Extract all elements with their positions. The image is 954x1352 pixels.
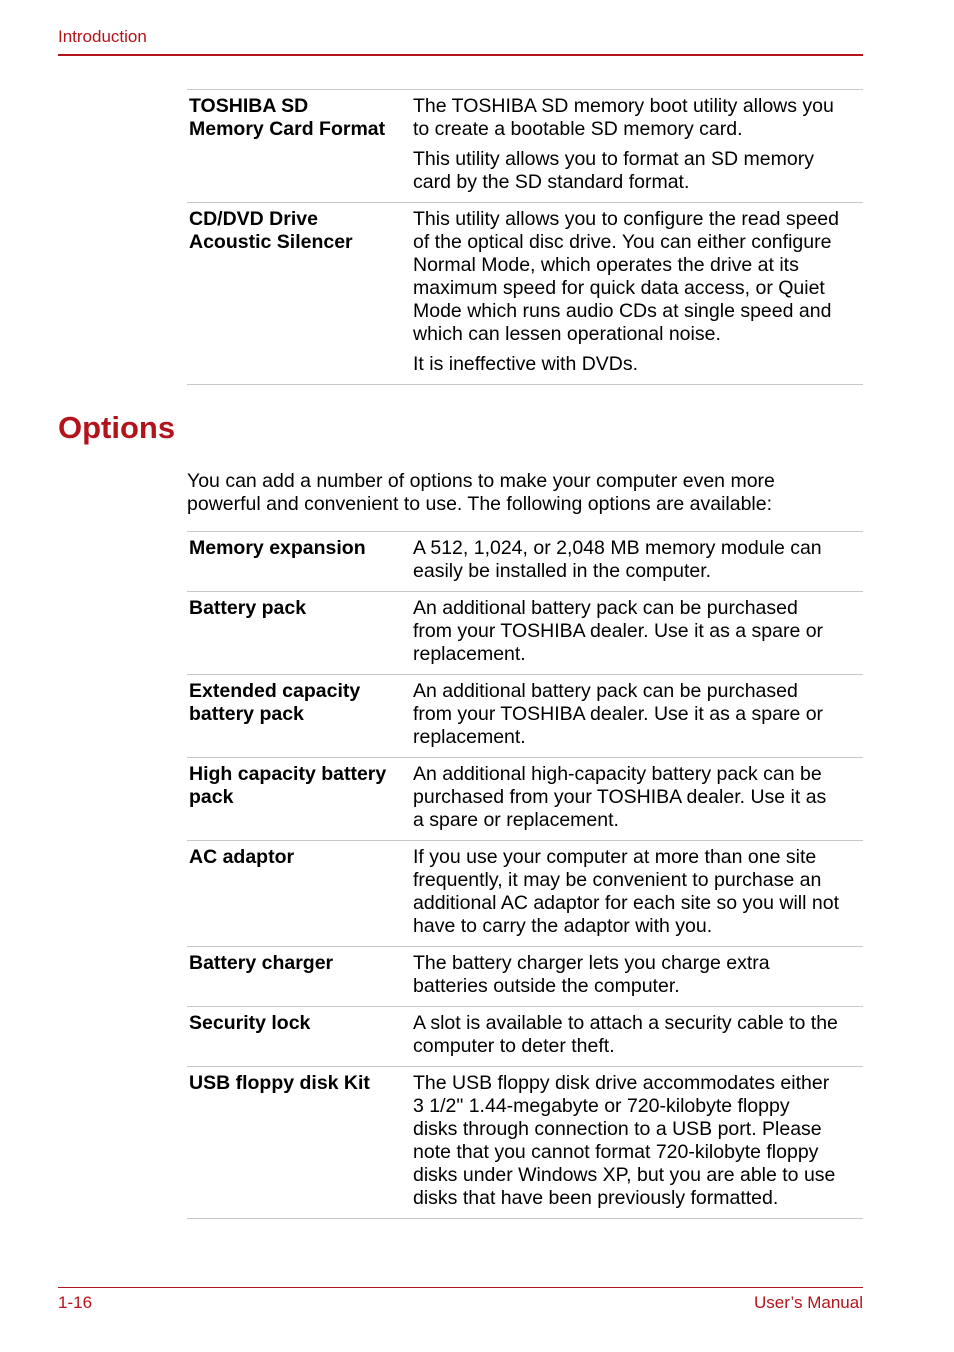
text-line: powerful and convenient to use. The following options are available:	[187, 493, 773, 515]
text-line: Acoustic Silencer	[189, 231, 353, 253]
description-cell	[410, 1007, 863, 1067]
description-cell	[410, 203, 863, 385]
text-line: battery pack	[189, 703, 304, 725]
table-row	[187, 758, 863, 841]
running-header: Introduction	[58, 27, 147, 46]
text-line: have to carry the adaptor with you.	[413, 915, 713, 937]
description-paragraph	[413, 597, 861, 666]
text-line: An additional high-capacity battery pack can be	[413, 763, 822, 785]
text-line: 3 1/2" 1.44-megabyte or 720-kilobyte floppy	[413, 1095, 790, 1117]
text-line: purchased from your TOSHIBA dealer. Use it as	[413, 786, 827, 808]
description-cell	[410, 841, 863, 947]
page-number: 1-16	[58, 1293, 93, 1312]
text-line: Mode which runs audio CDs at single speed and	[413, 300, 832, 322]
term-cell	[187, 1007, 410, 1067]
text-line: card by the SD standard format.	[413, 171, 690, 193]
term-cell	[187, 947, 410, 1007]
description-paragraph	[413, 1012, 861, 1058]
description-cell	[410, 947, 863, 1007]
text-line: note that you cannot format 720-kilobyte floppy	[413, 1141, 819, 1163]
text-line: AC adaptor	[189, 846, 295, 868]
text-line: maximum speed for quick data access, or Quiet	[413, 277, 825, 299]
text-line: of the optical disc drive. You can either configure	[413, 231, 832, 253]
text-line: An additional battery pack can be purchased	[413, 680, 798, 702]
text-line: from your TOSHIBA dealer. Use it as a spare or	[413, 620, 824, 642]
description-cell	[410, 532, 863, 592]
text-line: additional AC adaptor for each site so you will not	[413, 892, 840, 914]
table-row	[187, 532, 863, 592]
description-paragraph	[413, 846, 861, 938]
text-line: High capacity battery	[189, 763, 387, 785]
table-row	[187, 947, 863, 1007]
text-line: A 512, 1,024, or 2,048 MB memory module can	[413, 537, 822, 559]
text-line: which can lessen operational noise.	[413, 323, 721, 345]
description-paragraph	[413, 208, 861, 346]
term-cell	[187, 1067, 410, 1219]
text-line: TOSHIBA SD	[189, 95, 309, 117]
table-row	[187, 203, 863, 385]
table-row	[187, 1007, 863, 1067]
text-line: Memory Card Format	[189, 118, 386, 140]
text-line: disks through connection to a USB port. Please	[413, 1118, 822, 1140]
text-line: Normal Mode, which operates the drive at its	[413, 254, 799, 276]
text-line: batteries outside the computer.	[413, 975, 680, 997]
description-paragraph	[413, 680, 861, 749]
text-line: The TOSHIBA SD memory boot utility allows you	[413, 95, 834, 117]
utilities-table	[187, 89, 863, 385]
text-line: The USB floppy disk drive accommodates either	[413, 1072, 830, 1094]
description-cell	[410, 675, 863, 758]
text-line: It is ineffective with DVDs.	[413, 353, 639, 375]
intro-paragraph	[187, 470, 863, 516]
text-line: An additional battery pack can be purchased	[413, 597, 798, 619]
table-row	[187, 90, 863, 203]
text-line: This utility allows you to configure the read speed	[413, 208, 839, 230]
table-row	[187, 592, 863, 675]
text-line: If you use your computer at more than one site	[413, 846, 817, 868]
text-line: from your TOSHIBA dealer. Use it as a spare or	[413, 703, 824, 725]
text-line: replacement.	[413, 726, 526, 748]
description-paragraph	[413, 353, 861, 376]
term-cell	[187, 90, 410, 203]
text-line: disks under Windows XP, but you are able to use	[413, 1164, 836, 1186]
description-cell	[410, 90, 863, 203]
description-paragraph	[413, 1072, 861, 1210]
text-line: replacement.	[413, 643, 526, 665]
description-cell	[410, 592, 863, 675]
options-table	[187, 531, 863, 1219]
table-row	[187, 1067, 863, 1219]
term-cell	[187, 841, 410, 947]
text-line: pack	[189, 786, 234, 808]
text-line: computer to deter theft.	[413, 1035, 615, 1057]
text-line: A slot is available to attach a security cable to the	[413, 1012, 838, 1034]
description-cell	[410, 758, 863, 841]
text-line: to create a bootable SD memory card.	[413, 118, 743, 140]
text-line: You can add a number of options to make your computer even more	[187, 470, 775, 492]
term-cell	[187, 592, 410, 675]
text-line: Extended capacity	[189, 680, 361, 702]
description-cell	[410, 1067, 863, 1219]
footer-rule	[58, 1287, 863, 1288]
description-paragraph	[413, 763, 861, 832]
header-rule	[58, 54, 863, 56]
text-line: CD/DVD Drive	[189, 208, 318, 230]
text-line: This utility allows you to format an SD memory	[413, 148, 814, 170]
description-paragraph	[413, 148, 861, 194]
text-line: disks that have been previously formatted.	[413, 1187, 779, 1209]
table-row	[187, 675, 863, 758]
description-paragraph	[413, 95, 861, 141]
description-paragraph	[413, 952, 861, 998]
term-cell	[187, 758, 410, 841]
table-row	[187, 841, 863, 947]
term-cell	[187, 675, 410, 758]
description-paragraph	[413, 537, 861, 583]
text-line: Battery charger	[189, 952, 334, 974]
term-cell	[187, 532, 410, 592]
text-line: Memory expansion	[189, 537, 366, 559]
text-line: easily be installed in the computer.	[413, 560, 712, 582]
term-cell	[187, 203, 410, 385]
text-line: frequently, it may be convenient to purchase an	[413, 869, 822, 891]
text-line: The battery charger lets you charge extra	[413, 952, 770, 974]
text-line: Battery pack	[189, 597, 307, 619]
section-title: Options	[58, 410, 176, 445]
text-line: a spare or replacement.	[413, 809, 619, 831]
text-line: USB floppy disk Kit	[189, 1072, 370, 1094]
manual-title: User’s Manual	[754, 1293, 863, 1312]
text-line: Security lock	[189, 1012, 311, 1034]
